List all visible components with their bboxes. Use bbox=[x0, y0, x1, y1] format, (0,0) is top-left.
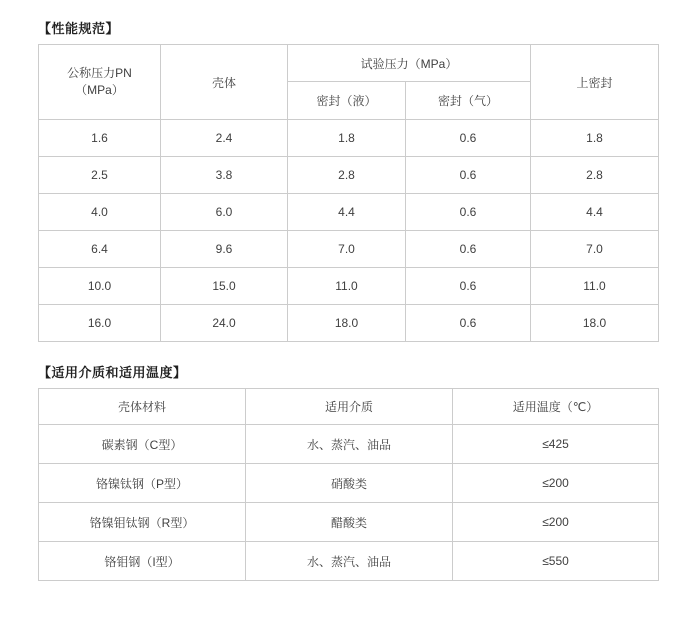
performance-table bbox=[38, 44, 659, 342]
table-row bbox=[39, 194, 659, 231]
table-cell: 水、蒸汽、油品 bbox=[246, 542, 453, 581]
table-cell: 硝酸类 bbox=[246, 464, 453, 503]
table-cell: ≤550 bbox=[453, 542, 659, 581]
table-cell: 9.6 bbox=[161, 231, 288, 268]
table-cell: 16.0 bbox=[39, 305, 161, 342]
table-row bbox=[39, 542, 659, 581]
header-shell: 壳体 bbox=[161, 45, 288, 120]
table-cell: 11.0 bbox=[288, 268, 406, 305]
table-cell: 4.4 bbox=[288, 194, 406, 231]
header-applicable-temperature: 适用温度（℃） bbox=[453, 389, 659, 425]
table-cell: 6.4 bbox=[39, 231, 161, 268]
table-row bbox=[39, 305, 659, 342]
table-cell: 7.0 bbox=[531, 231, 659, 268]
table-cell: 0.6 bbox=[406, 120, 531, 157]
performance-section-title: 【性能规范】 bbox=[38, 21, 120, 36]
table-row bbox=[39, 425, 659, 464]
header-nominal-pressure-line2: （MPa） bbox=[75, 83, 124, 97]
header-upper-seal: 上密封 bbox=[531, 45, 659, 120]
header-shell-material: 壳体材料 bbox=[39, 389, 246, 425]
table-row bbox=[39, 464, 659, 503]
header-test-pressure: 试验压力（MPa） bbox=[288, 45, 531, 82]
table-cell: ≤200 bbox=[453, 503, 659, 542]
table-row bbox=[39, 503, 659, 542]
table-cell: 1.8 bbox=[288, 120, 406, 157]
table-cell: 0.6 bbox=[406, 157, 531, 194]
media-section-title: 【适用介质和适用温度】 bbox=[38, 365, 187, 380]
table-cell: 1.6 bbox=[39, 120, 161, 157]
table-cell: 18.0 bbox=[531, 305, 659, 342]
table-cell: 铬钼钢（I型） bbox=[39, 542, 246, 581]
media-temperature-table bbox=[38, 388, 659, 581]
table-cell: ≤200 bbox=[453, 464, 659, 503]
table-cell: 4.0 bbox=[39, 194, 161, 231]
header-nominal-pressure-line1: 公称压力PN bbox=[67, 66, 132, 80]
table-cell: 2.5 bbox=[39, 157, 161, 194]
table-cell: 1.8 bbox=[531, 120, 659, 157]
table-cell: 铬镍钛钢（P型） bbox=[39, 464, 246, 503]
header-seal-liquid: 密封（液） bbox=[288, 82, 406, 120]
table-cell: 水、蒸汽、油品 bbox=[246, 425, 453, 464]
media-header-row bbox=[39, 389, 659, 425]
table-cell: 7.0 bbox=[288, 231, 406, 268]
table-cell: 醋酸类 bbox=[246, 503, 453, 542]
table-cell: 0.6 bbox=[406, 268, 531, 305]
table-cell: 0.6 bbox=[406, 194, 531, 231]
table-row bbox=[39, 120, 659, 157]
table-cell: 铬镍钼钛钢（R型） bbox=[39, 503, 246, 542]
table-row bbox=[39, 231, 659, 268]
header-nominal-pressure bbox=[39, 45, 161, 120]
header-applicable-medium: 适用介质 bbox=[246, 389, 453, 425]
table-cell: 6.0 bbox=[161, 194, 288, 231]
header-seal-gas: 密封（气） bbox=[406, 82, 531, 120]
table-cell: ≤425 bbox=[453, 425, 659, 464]
table-cell: 碳素钢（C型） bbox=[39, 425, 246, 464]
table-row bbox=[39, 157, 659, 194]
table-cell: 0.6 bbox=[406, 305, 531, 342]
table-row bbox=[39, 268, 659, 305]
table-cell: 2.4 bbox=[161, 120, 288, 157]
table-cell: 18.0 bbox=[288, 305, 406, 342]
table-cell: 0.6 bbox=[406, 231, 531, 268]
table-cell: 4.4 bbox=[531, 194, 659, 231]
table-cell: 2.8 bbox=[531, 157, 659, 194]
table-cell: 24.0 bbox=[161, 305, 288, 342]
table-cell: 10.0 bbox=[39, 268, 161, 305]
performance-header-row-1 bbox=[39, 45, 659, 82]
table-cell: 11.0 bbox=[531, 268, 659, 305]
table-cell: 15.0 bbox=[161, 268, 288, 305]
table-cell: 3.8 bbox=[161, 157, 288, 194]
table-cell: 2.8 bbox=[288, 157, 406, 194]
